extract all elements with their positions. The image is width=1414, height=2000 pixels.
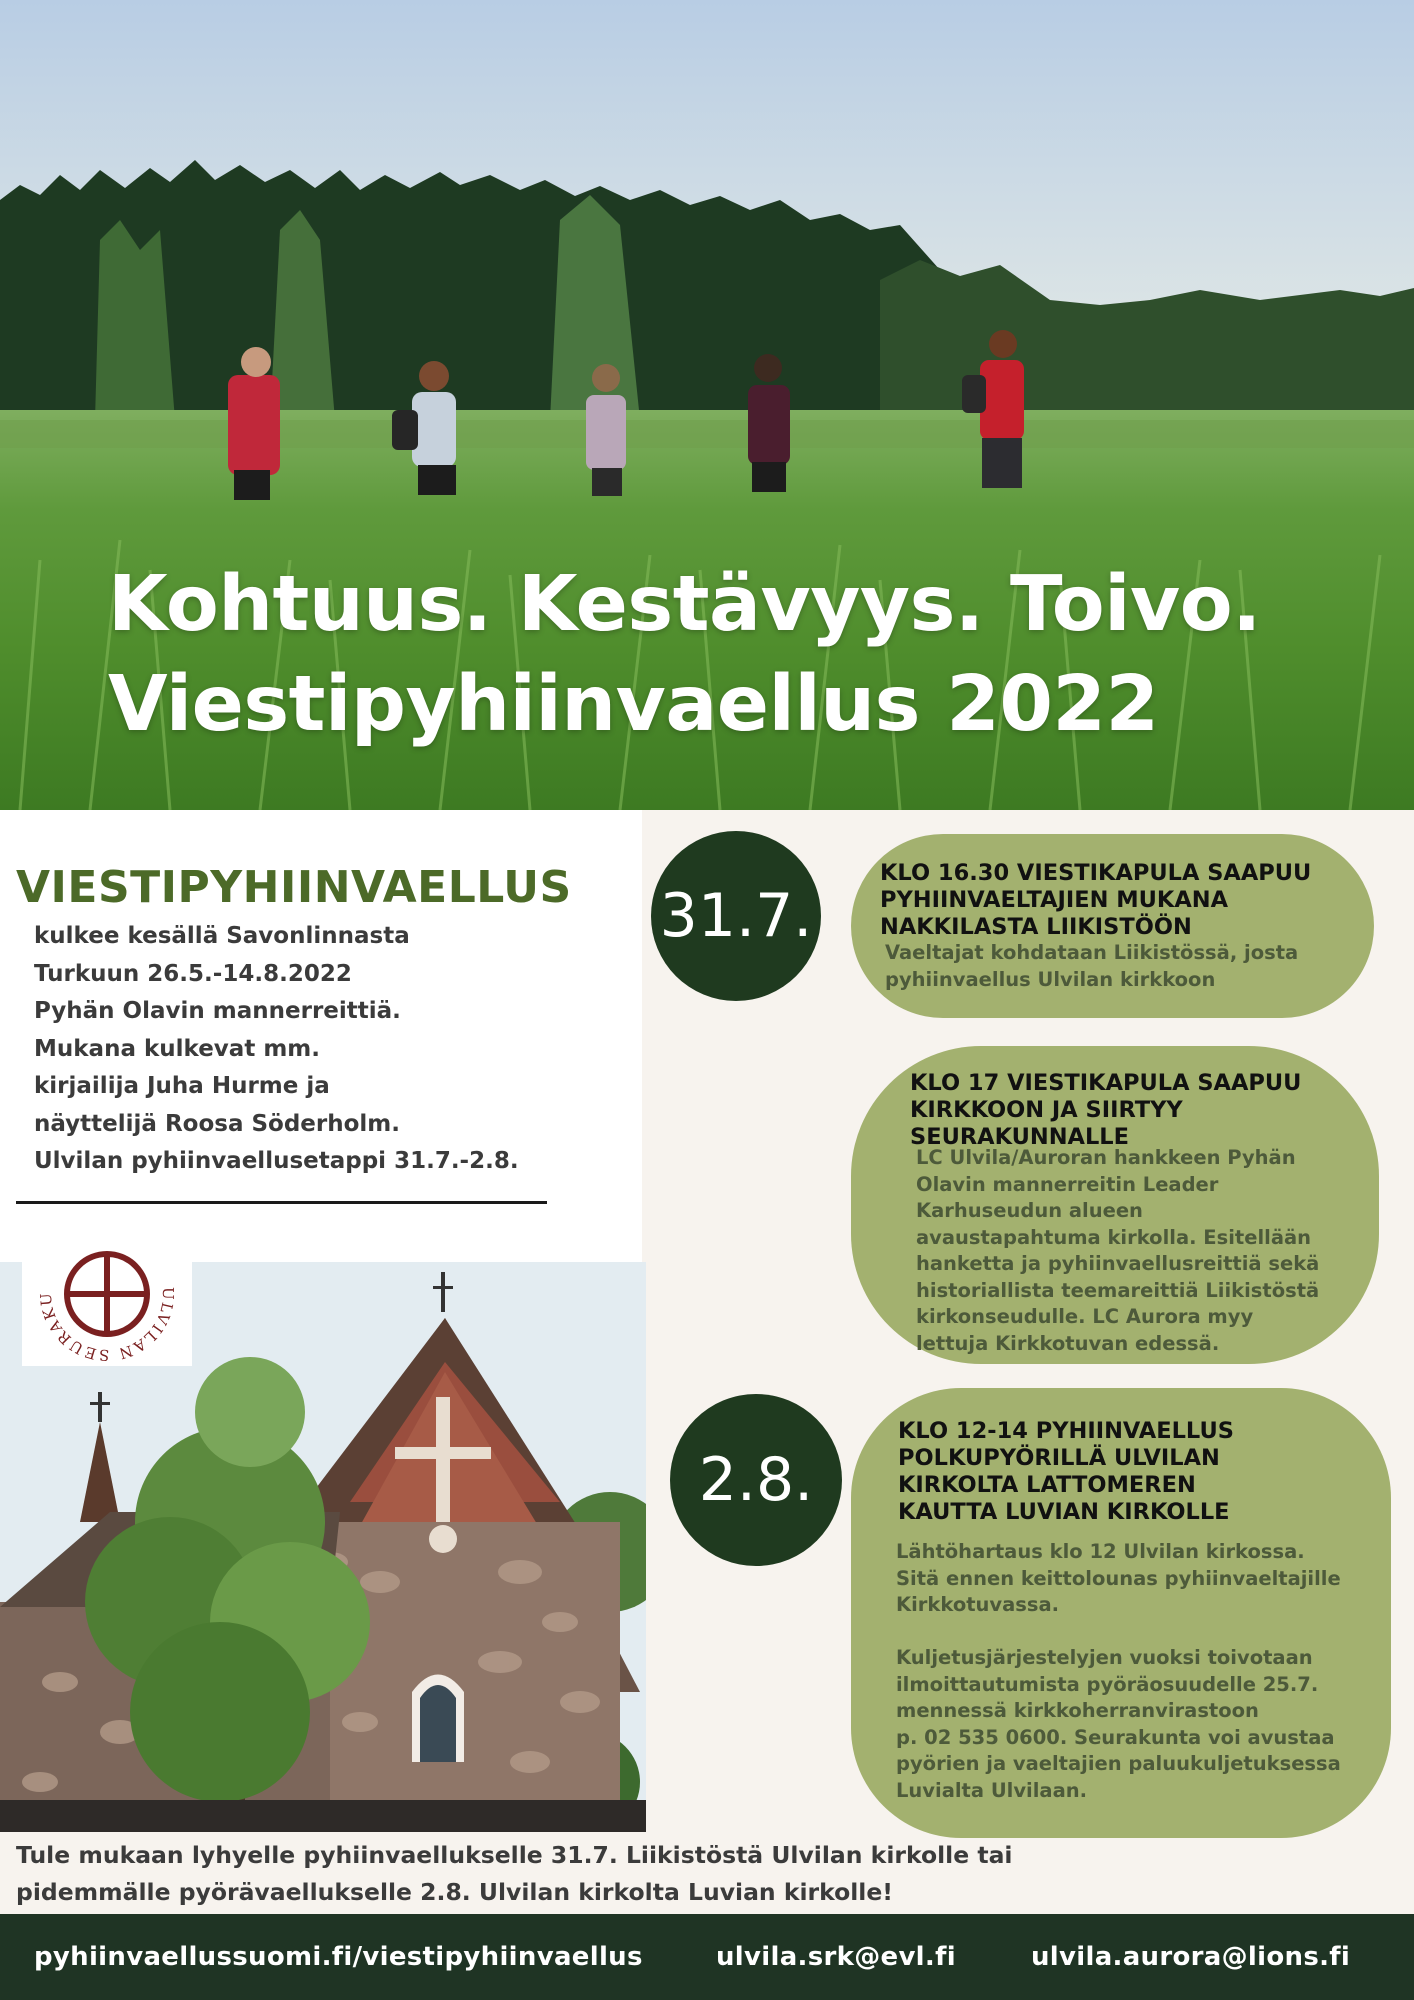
event-2-title-line: SEURAKUNNALLE (910, 1124, 1130, 1150)
intro-line: Turkuun 26.5.-14.8.2022 (34, 960, 352, 987)
event-2-text-line: lettuja Kirkkotuvan edessä. (916, 1331, 1220, 1355)
date-circle-31-7: 31.7. (651, 831, 821, 1001)
event-3-title-line: POLKUPYÖRILLÄ ULVILAN (898, 1445, 1220, 1471)
intro-line: kulkee kesällä Savonlinnasta (34, 923, 410, 949)
intro-line: näyttelijä Roosa Söderholm. (34, 1110, 401, 1137)
event-3-text-line: Luvialta Ulvilaan. (896, 1778, 1088, 1802)
event-3-title (898, 1418, 1234, 1526)
parish-logo-seal (22, 1222, 192, 1366)
event-3-text-line: Sitä ennen keittolounas pyhiinvaeltajille (896, 1566, 1341, 1590)
event-2-text-line: kirkonseudulle. LC Aurora myy (916, 1305, 1254, 1328)
intro-line: Mukana kulkevat mm. (34, 1035, 320, 1062)
intro-line: Ulvilan pyhiinvaellusetappi 31.7.-2.8. (34, 1148, 519, 1174)
section-divider (16, 1201, 547, 1204)
closing-text (16, 1837, 1012, 1911)
event-1-text-line: pyhiinvaellus Ulvilan kirkkoon (885, 967, 1216, 991)
hero-photo (0, 0, 1414, 810)
event-2-text-line: LC Ulvila/Auroran hankkeen Pyhän (916, 1146, 1296, 1169)
intro-text (34, 918, 634, 1181)
closing-line-1: Tule mukaan lyhyelle pyhiinvaellukselle 31.7. Liikistöstä Ulvilan kirkolle tai (16, 1841, 1013, 1869)
event-2-text-line: Olavin mannerreitin Leader (916, 1172, 1219, 1196)
closing-line-2: pidemmälle pyörävaellukselle 2.8. Ulvilan kirkolta Luvian kirkolle! (16, 1878, 894, 1906)
event-2-text-line: hanketta ja pyhiinvaellusreittiä sekä (916, 1252, 1320, 1275)
event-3-text (896, 1539, 1341, 1804)
hero-title-line2: Viestipyhiinvaellus 2022 (108, 660, 1159, 749)
event-3-text-line: pyörien ja vaeltajien paluukuljetuksessa (896, 1752, 1341, 1775)
footer-website-link[interactable]: pyhiinvaellussuomi.fi/viestipyhiinvaellus (34, 1942, 643, 1972)
event-1-title (880, 860, 1311, 941)
event-1-text-line: Vaeltajat kohdataan Liikistössä, josta (885, 941, 1299, 964)
event-2-title-line: KIRKKOON JA SIIRTYY (910, 1097, 1183, 1123)
footer-email-parish[interactable]: ulvila.srk@evl.fi (716, 1942, 956, 1972)
event-3-text-line: ilmoittautumista pyöräosuudelle 25.7. (896, 1672, 1319, 1696)
svg-text:ULVILAN SEURAKUNTA: ULVILAN SEURAKU (36, 1286, 178, 1365)
event-2-text-line: historiallista teemareittiä Liikistöstä (916, 1278, 1320, 1302)
event-2-title-line: KLO 17 VIESTIKAPULA SAAPUU (910, 1070, 1302, 1096)
event-3-text-line: Kirkkotuvassa. (896, 1593, 1060, 1616)
event-3-title-line: KIRKOLTA LATTOMEREN (898, 1472, 1196, 1498)
hero-title (108, 555, 1261, 755)
event-3-text-line: Lähtöhartaus klo 12 Ulvilan kirkossa. (896, 1540, 1305, 1563)
event-1-title-line: PYHIINVAELTAJIEN MUKANA (880, 887, 1229, 913)
event-3-text-line: p. 02 535 0600. Seurakunta voi avustaa (896, 1725, 1335, 1749)
intro-heading: VIESTIPYHIINVAELLUS (16, 862, 572, 913)
event-2-title (910, 1070, 1301, 1151)
event-1-title-line: NAKKILASTA LIIKISTÖÖN (880, 914, 1192, 940)
event-2-text-line: avaustapahtuma kirkolla. Esitellään (916, 1225, 1312, 1249)
event-1-text (885, 940, 1298, 993)
event-1-title-line: KLO 16.30 VIESTIKAPULA SAAPUU (880, 860, 1312, 886)
event-3-title-line: KAUTTA LUVIAN KIRKOLLE (898, 1499, 1230, 1525)
event-3-text-line (896, 1619, 1341, 1646)
date-circle-2-8: 2.8. (670, 1394, 842, 1566)
event-3-title-line: KLO 12-14 PYHIINVAELLUS (898, 1418, 1234, 1444)
event-2-text-line: Karhuseudun alueen (916, 1199, 1143, 1222)
event-3-text-line: Kuljetusjärjestelyjen vuoksi toivotaan (896, 1646, 1313, 1669)
intro-line: Pyhän Olavin mannerreittiä. (34, 998, 401, 1024)
intro-line: kirjailija Juha Hurme ja (34, 1073, 330, 1099)
hero-title-line1: Kohtuus. Kestävyys. Toivo. (108, 560, 1261, 649)
event-3-text-line: mennessä kirkkoherranvirastoon (896, 1699, 1259, 1722)
event-2-text (916, 1145, 1319, 1357)
parish-logo (22, 1222, 192, 1366)
footer-email-lions[interactable]: ulvila.aurora@lions.fi (1031, 1942, 1351, 1972)
